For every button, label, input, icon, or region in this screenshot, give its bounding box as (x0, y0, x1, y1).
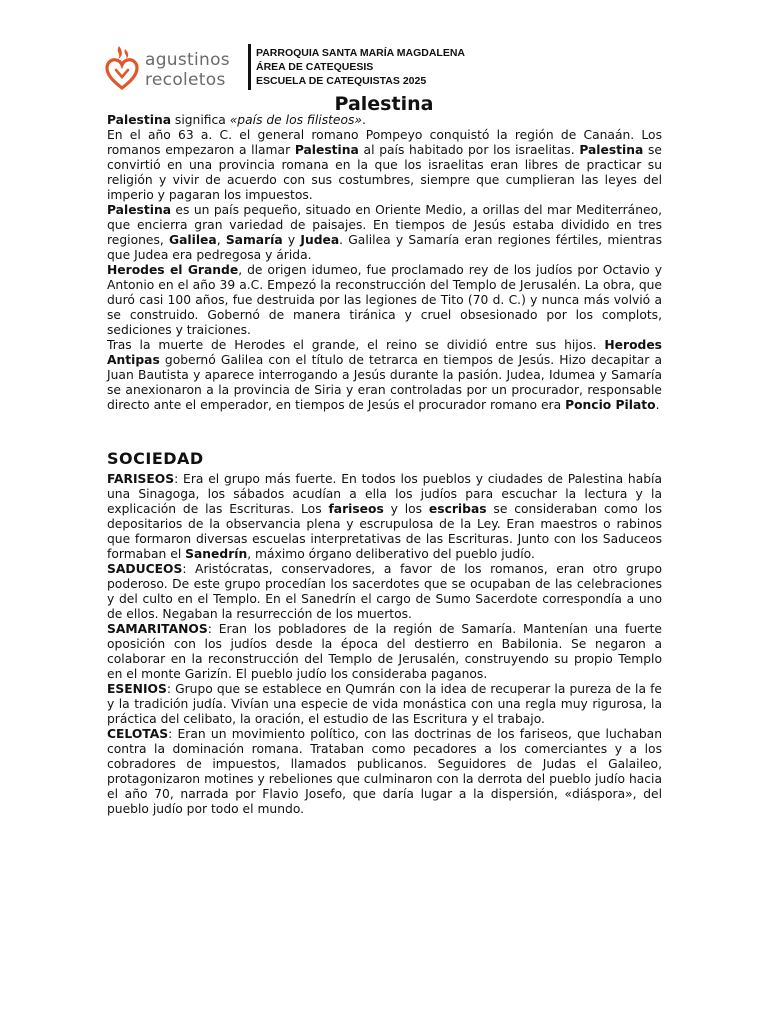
term-palestina: Palestina (294, 143, 359, 157)
text-span: se convirtió en una provincia romana en la que los israelitas eran libres de practicar su religión y vivir de acuerdo con sus costumbres, siempre que cumplieran las leyes del imperio y pagaran los impuestos. (107, 143, 662, 202)
term-escribas: escribas (428, 502, 487, 516)
header-divider (248, 44, 251, 90)
term-esenios: ESENIOS (107, 682, 167, 696)
paragraph-meaning (107, 113, 662, 128)
text-span: , máximo órgano deliberativo del pueblo judío. (247, 547, 535, 561)
header-line-parroquia: PARROQUIA SANTA MARÍA MAGDALENA (256, 47, 466, 59)
term-galilea: Galilea (169, 233, 217, 247)
quote-meaning: «país de los filisteos» (229, 113, 363, 127)
section-heading-sociedad: SOCIEDAD (107, 449, 204, 468)
text-span: : Grupo que se establece en Qumrán con la idea de recuperar la pureza de la fe y la tradición judía. Vivían una especie de vida monástica con una regla muy rigurosa, la práctica del celibato, la oración, el estudio de las Escritura y el trabajo. (107, 682, 662, 726)
text-span: se consideraban como los depositarios de la observancia plena y escrupulosa de la Ley. Eran maestros o rabinos que formaron diversas escuelas interpretativas de las Escrituras. Junto con los Saduceos formaban el (107, 502, 662, 561)
text-span: . Galilea y Samaría eran regiones fértiles, mientras que Judea era pedregosa y árida. (107, 233, 662, 262)
paragraph-celotas (107, 727, 662, 817)
term-palestina: Palestina (579, 143, 644, 157)
text-span: : Eran un movimiento político, con las doctrinas de los fariseos, que luchaban contra la dominación romana. Trataban como pecadores a los comerciantes y a los cobradores de impuestos, llamados publicanos. Seguidores de Judas el Galaileo, protagonizaron motines y rebeliones que culminaron con la derrota del pueblo judío hacia el año 70, narrada por Flavio Josefo, que daría lugar a la dispersión, «diáspora», del pueblo judío por todo el mundo. (107, 727, 662, 816)
logo-text-recoletos: recoletos (145, 70, 226, 90)
text-span: Tras la muerte de Herodes el grande, el reino se dividió entre sus hijos. (107, 338, 605, 352)
paragraph-samaritanos (107, 622, 662, 682)
term-saduceos: SADUCEOS (107, 562, 183, 576)
text-span: y (282, 233, 301, 247)
text-span: significa (171, 113, 230, 127)
text-span: . (362, 113, 366, 127)
text-span: al país habitado por los israelitas. (358, 143, 580, 157)
header-line-area: ÁREA DE CATEQUESIS (256, 61, 374, 73)
paragraph-fariseos (107, 472, 662, 562)
term-judea: Judea (300, 233, 340, 247)
term-fariseos-heading: FARISEOS (107, 472, 175, 486)
text-span: En el año 63 a. C. el general romano Pompeyo conquistó la región de Canaán. Los romanos empezaron a llamar (107, 128, 662, 157)
logo-text-agustinos: agustinos (145, 50, 230, 70)
term-poncio-pilato: Poncio Pilato (565, 398, 656, 412)
term-fariseos: fariseos (328, 502, 384, 516)
text-span: es un país pequeño, situado en Oriente Medio, a orillas del mar Mediterráneo, que encierra gran variedad de paisajes. En tiempos de Jesús estaba dividido en tres regiones, (107, 203, 662, 247)
document-body (107, 113, 662, 817)
text-span: , de origen idumeo, fue proclamado rey de los judíos por Octavio y Antonio en el año 39 a.C. Empezó la reconstrucción del Templo de Jerusalén. La obra, que duró casi 100 años, fue destruida por las legiones de Tito (70 d. C.) y nunca más volvió a se construido. Gobernó de manera tiránica y cruel obsesionado por los complots, sediciones y traiciones. (107, 263, 662, 337)
term-samaritanos: SAMARITANOS (107, 622, 208, 636)
agustinos-recoletos-logo (105, 44, 245, 90)
term-palestina: Palestina (107, 113, 172, 127)
paragraph-division (107, 338, 662, 413)
paragraph-geography (107, 203, 662, 263)
term-samaria: Samaría (225, 233, 283, 247)
text-span: : Eran los pobladores de la región de Samaría. Mantenían una fuerte oposición con los judíos desde la época del destierro en Babilonia. Se negaron a colaborar en la reconstrucción del Templo de Jerusalén, construyendo su propio Templo en el monte Garizín. El pueblo judío los consideraba paganos. (107, 622, 662, 681)
page-title: Palestina (334, 93, 434, 115)
text-span: : Era el grupo más fuerte. En todos los pueblos y ciudades de Palestina había una Sinagoga, los sábados acudían a ella los judíos para escuchar la lectura y la explicación de las Escrituras. Los (107, 472, 662, 516)
term-palestina: Palestina (107, 203, 172, 217)
term-sanedrin: Sanedrín (185, 547, 248, 561)
flaming-heart-icon (105, 44, 141, 90)
paragraph-saduceos (107, 562, 662, 622)
paragraph-pompeyo (107, 128, 662, 203)
header-line-escuela: ESCUELA DE CATEQUISTAS 2025 (256, 75, 427, 87)
term-herodes-el-grande: Herodes el Grande (107, 263, 239, 277)
paragraph-esenios (107, 682, 662, 727)
paragraph-herodes (107, 263, 662, 338)
text-span: . (655, 398, 660, 412)
text-span: y los (383, 502, 429, 516)
term-herodes-antipas: Herodes Antipas (107, 338, 662, 367)
text-span: , (216, 233, 226, 247)
header-institution-text (256, 46, 465, 88)
term-celotas: CELOTAS (107, 727, 169, 741)
text-span: gobernó Galilea con el título de tetrarca en tiempos de Jesús. Hizo decapitar a Juan Bautista y aparece interrogando a Jesús durante la pasión. Judea, Idumea y Samaría se anexionaron a la provincia de Siria y eran controladas por un procurador, responsable directo ante el emperador, en tiempos de Jesús el procurador romano era (107, 353, 662, 412)
text-span: : Aristócratas, conservadores, a favor de los romanos, eran otro grupo poderoso. De este grupo procedían los sacerdotes que se ocupaban de las celebraciones y del culto en el Templo. En el Sanedrín el cargo de Sumo Sacerdote correspondía a uno de ellos. Negaban la resurrección de los muertos. (107, 562, 662, 621)
